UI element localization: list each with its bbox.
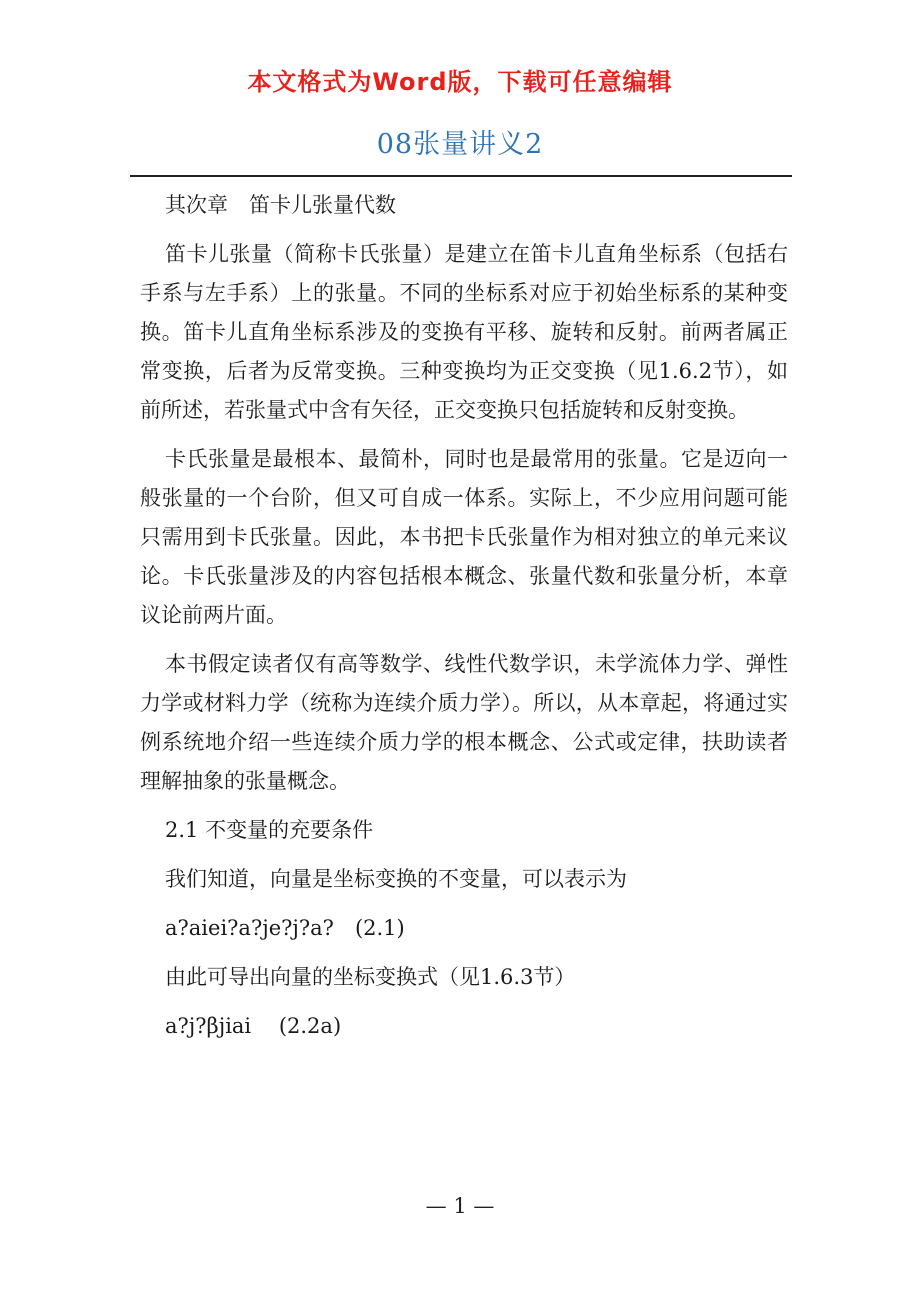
paragraph: 本书假定读者仅有高等数学、线性代数学识，未学流体力学、弹性力学或材料力学（统称为连续介质力学）。所以，从本章起，将通过实例系统地介绍一些连续介质力学的根本概念、公式或定律，扶助读者理解抽象的张量概念。 [140, 652, 788, 793]
equation-2-2a: a?j?βjiai (2.2a) [165, 1014, 342, 1038]
paragraph: 卡氏张量是最根本、最简朴，同时也是最常用的张量。它是迈向一般张量的一个台阶，但又可自成一体系。实际上，不少应用问题可能只需用到卡氏张量。因此，本书把卡氏张量作为相对独立的单元来议论。卡氏张量涉及的内容包括根本概念、张量代数和张量分析，本章议论前两片面。 [140, 447, 788, 627]
paragraph: 笛卡儿张量（简称卡氏张量）是建立在笛卡儿直角坐标系（包括右手系与左手系）上的张量。不同的坐标系对应于初始坐标系的某种变换。笛卡儿直角坐标系涉及的变换有平移、旋转和反射。前两者属正常变换，后者为反常变换。三种变换均为正交变换（见1.6.2节），如前所述，若张量式中含有矢径，正交变换只包括旋转和反射变换。 [140, 242, 788, 422]
derivation-text: 由此可导出向量的坐标变换式（见1.6.3节） [165, 965, 576, 989]
word-format-banner: 本文格式为Word版，下载可任意编辑 [247, 68, 673, 96]
section-intro: 我们知道，向量是坐标变换的不变量，可以表示为 [165, 867, 627, 891]
chapter-heading: 其次章 笛卡儿张量代数 [165, 193, 396, 217]
section-heading: 2.1 不变量的充要条件 [165, 818, 374, 842]
title-underline [130, 175, 792, 177]
document-title: 08张量讲义2 [376, 129, 544, 160]
equation-2-1: a?aiei?a?je?j?a? (2.1) [165, 916, 405, 940]
page-number: — 1 — [425, 1194, 495, 1218]
document-body [140, 186, 788, 1056]
